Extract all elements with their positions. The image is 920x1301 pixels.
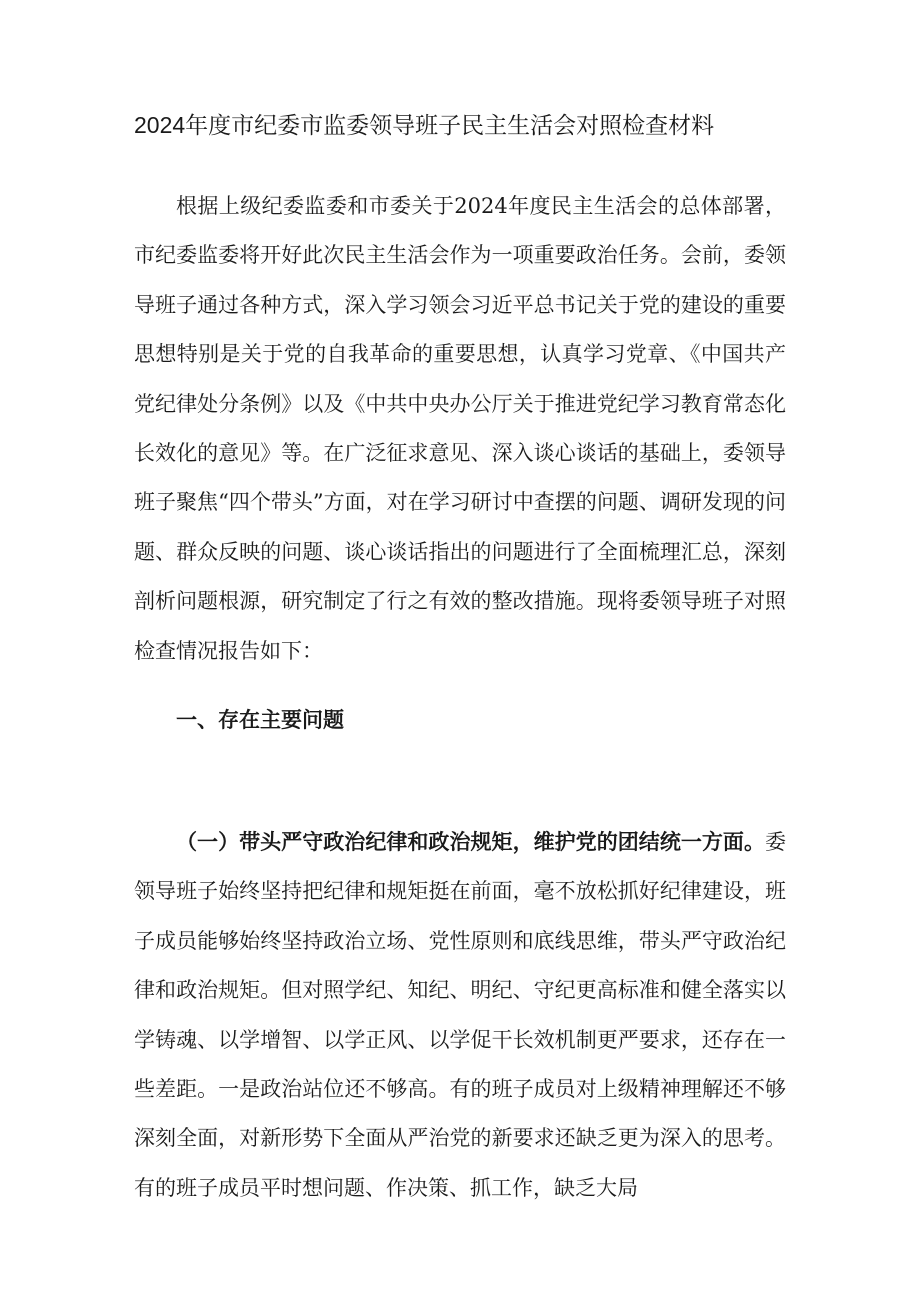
problem-1-text: 委领导班子始终坚持把纪律和规矩挺在前面，毫不放松抓好纪律建设，班子成员能够始终坚持政治立场、党性原则和底线思维，带头严守政治纪律和政治规矩。但对照学纪、知纪、明纪、守纪更高标准和健全落实以学铸魂、以学增智、以学正风、以学促干长效机制更严要求，还存在一些差距。一是政治站位还不够高。有的班子成员对上级精神理解还不够深刻全面，对新形势下全面从严治党的新要求还缺乏更为深入的思考。有的班子成员平时想问题、作决策、抓工作，缺乏大局 [134, 830, 786, 1200]
document-title: 2024年度市纪委市监委领导班子民主生活会对照检查材料 [134, 112, 715, 138]
section-heading-main-problems: 一、存在主要问题 [176, 707, 344, 732]
problem-1-lead: （一）带头严守政治纪律和政治规矩，维护党的团结统一方面。 [176, 829, 765, 854]
problem-paragraph-1 [134, 817, 786, 1213]
intro-paragraph: 根据上级纪委监委和市委关于2024年度民主生活会的总体部署，市纪委监委将开好此次民主生活会作为一项重要政治任务。会前，委领导班子通过各种方式，深入学习领会习近平总书记关于党的建设的重要思想特别是关于党的自我革命的重要思想，认真学习党章、《中国共产党纪律处分条例》以及《中共中央办公厅关于推进党纪学习教育常态化长效化的意见》等。在广泛征求意见、深入谈心谈话的基础上，委领导班子聚焦“四个带头”方面，对在学习研讨中查摆的问题、调研发现的问题、群众反映的问题、谈心谈话指出的问题进行了全面梳理汇总，深刻剖析问题根源，研究制定了行之有效的整改措施。现将委领导班子对照检查情况报告如下： [134, 194, 786, 663]
